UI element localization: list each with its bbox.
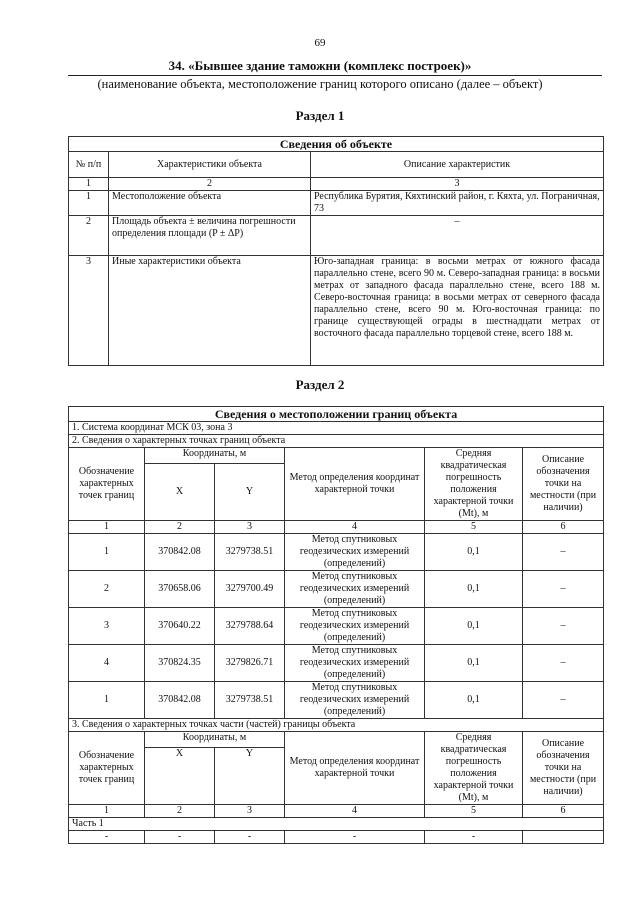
table-row [69, 256, 604, 366]
point-accuracy: 0,1 [425, 608, 523, 645]
row-number: 1 [69, 191, 109, 216]
col-marking-header: Описание обозначения точки на местности (при наличии) [523, 732, 604, 805]
table-row [69, 645, 604, 682]
col-coords-header: Координаты, м [145, 732, 285, 748]
part-cell: - [285, 831, 425, 844]
index-cell: 6 [523, 805, 604, 818]
section-2-heading: Раздел 2 [295, 377, 345, 392]
row-description: Юго-западная граница: в восьми метрах от южного фасада параллельно стене, всего 90 м. Северо-западная граница: в восьми метрах от западного фасада параллельно стене, всего 188 м. Северо-восточная граница: в восьми метрах от северного фасада параллельно стене, всего 90 м. Юго-восточная граница: по границе существующей ограды в шестнадцати метрах от восточного фасада параллельно торцевой стене, всего 188 м. [311, 256, 604, 366]
point-marking: – [523, 534, 604, 571]
point-id: 3 [69, 608, 145, 645]
table-row [69, 191, 604, 216]
object-info-table [68, 136, 604, 366]
parts-section-title: 3. Сведения о характерных точках части (частей) границы объекта [69, 719, 604, 732]
row-description: – [311, 216, 604, 256]
table-row [69, 608, 604, 645]
index-cell: 2 [145, 521, 215, 534]
col-point-header: Обозначение характерных точек границ [69, 732, 145, 805]
col-characteristic-header: Характеристики объекта [109, 152, 311, 178]
col-accuracy-header: Средняя квадратическая погрешность положения характерной точки (Mt), м [425, 448, 523, 521]
coordinate-system: 1. Система координат МСК 03, зона 3 [69, 422, 604, 435]
points-section-title: 2. Сведения о характерных точках границ объекта [69, 435, 604, 448]
title-underline [68, 75, 602, 76]
col-x-header: X [145, 747, 215, 804]
col-y-header: Y [215, 747, 285, 804]
table-row [69, 831, 604, 844]
point-y: 3279738.51 [215, 682, 285, 719]
point-id: 4 [69, 645, 145, 682]
index-cell: 1 [69, 521, 145, 534]
col-description-header: Описание характеристик [311, 152, 604, 178]
point-y: 3279738.51 [215, 534, 285, 571]
col-method-header: Метод определения координат характерной точки [285, 448, 425, 521]
point-marking: – [523, 571, 604, 608]
index-cell: 3 [311, 178, 604, 191]
point-id: 1 [69, 534, 145, 571]
boundary-table-title: Сведения о местоположении границ объекта [69, 407, 604, 422]
col-y-header: Y [215, 463, 285, 520]
index-cell: 5 [425, 521, 523, 534]
point-x: 370658.06 [145, 571, 215, 608]
index-cell: 1 [69, 805, 145, 818]
index-cell: 4 [285, 521, 425, 534]
table-row [69, 682, 604, 719]
col-number-header: № п/п [69, 152, 109, 178]
object-subtitle: (наименование объекта, местоположение границ которого описано (далее – объект) [97, 77, 543, 91]
point-x: 370640.22 [145, 608, 215, 645]
col-point-header: Обозначение характерных точек границ [69, 448, 145, 521]
part-cell: - [145, 831, 215, 844]
point-accuracy: 0,1 [425, 645, 523, 682]
page-number: 69 [314, 37, 326, 49]
point-method: Метод спутниковых геодезических измерений (определений) [285, 608, 425, 645]
table-row [69, 571, 604, 608]
index-cell: 6 [523, 521, 604, 534]
point-x: 370842.08 [145, 534, 215, 571]
part-cell: - [215, 831, 285, 844]
row-number: 2 [69, 216, 109, 256]
part-cell: - [425, 831, 523, 844]
row-characteristic: Местоположение объекта [109, 191, 311, 216]
row-number: 3 [69, 256, 109, 366]
row-characteristic: Иные характеристики объекта [109, 256, 311, 366]
row-description: Республика Бурятия, Кяхтинский район, г. Кяхта, ул. Пограничная, 73 [311, 191, 604, 216]
index-cell: 1 [69, 178, 109, 191]
point-method: Метод спутниковых геодезических измерений (определений) [285, 645, 425, 682]
point-accuracy: 0,1 [425, 534, 523, 571]
index-cell: 2 [145, 805, 215, 818]
point-id: 2 [69, 571, 145, 608]
col-x-header: X [145, 463, 215, 520]
part-cell [523, 831, 604, 844]
point-method: Метод спутниковых геодезических измерений (определений) [285, 534, 425, 571]
point-y: 3279700.49 [215, 571, 285, 608]
point-method: Метод спутниковых геодезических измерений (определений) [285, 571, 425, 608]
table-row [69, 216, 604, 256]
point-accuracy: 0,1 [425, 571, 523, 608]
part-cell: - [69, 831, 145, 844]
point-marking: – [523, 645, 604, 682]
point-marking: – [523, 682, 604, 719]
point-y: 3279826.71 [215, 645, 285, 682]
table-row [69, 534, 604, 571]
col-method-header: Метод определения координат характерной точки [285, 732, 425, 805]
object-title: 34. «Бывшее здание таможни (комплекс построек)» [168, 58, 472, 73]
point-accuracy: 0,1 [425, 682, 523, 719]
row-characteristic: Площадь объекта ± величина погрешности определения площади (P ± ΔP) [109, 216, 311, 256]
index-cell: 4 [285, 805, 425, 818]
boundary-table [68, 406, 604, 844]
point-method: Метод спутниковых геодезических измерений (определений) [285, 682, 425, 719]
col-coords-header: Координаты, м [145, 448, 285, 464]
index-cell: 2 [109, 178, 311, 191]
col-accuracy-header: Средняя квадратическая погрешность положения характерной точки (Mt), м [425, 732, 523, 805]
point-x: 370824.35 [145, 645, 215, 682]
index-cell: 3 [215, 805, 285, 818]
index-cell: 5 [425, 805, 523, 818]
point-x: 370842.08 [145, 682, 215, 719]
section-1-heading: Раздел 1 [295, 108, 345, 123]
point-marking: – [523, 608, 604, 645]
object-info-table-title: Сведения об объекте [69, 137, 604, 152]
index-cell: 3 [215, 521, 285, 534]
col-marking-header: Описание обозначения точки на местности (при наличии) [523, 448, 604, 521]
part-label: Часть 1 [69, 818, 604, 831]
point-y: 3279788.64 [215, 608, 285, 645]
point-id: 1 [69, 682, 145, 719]
